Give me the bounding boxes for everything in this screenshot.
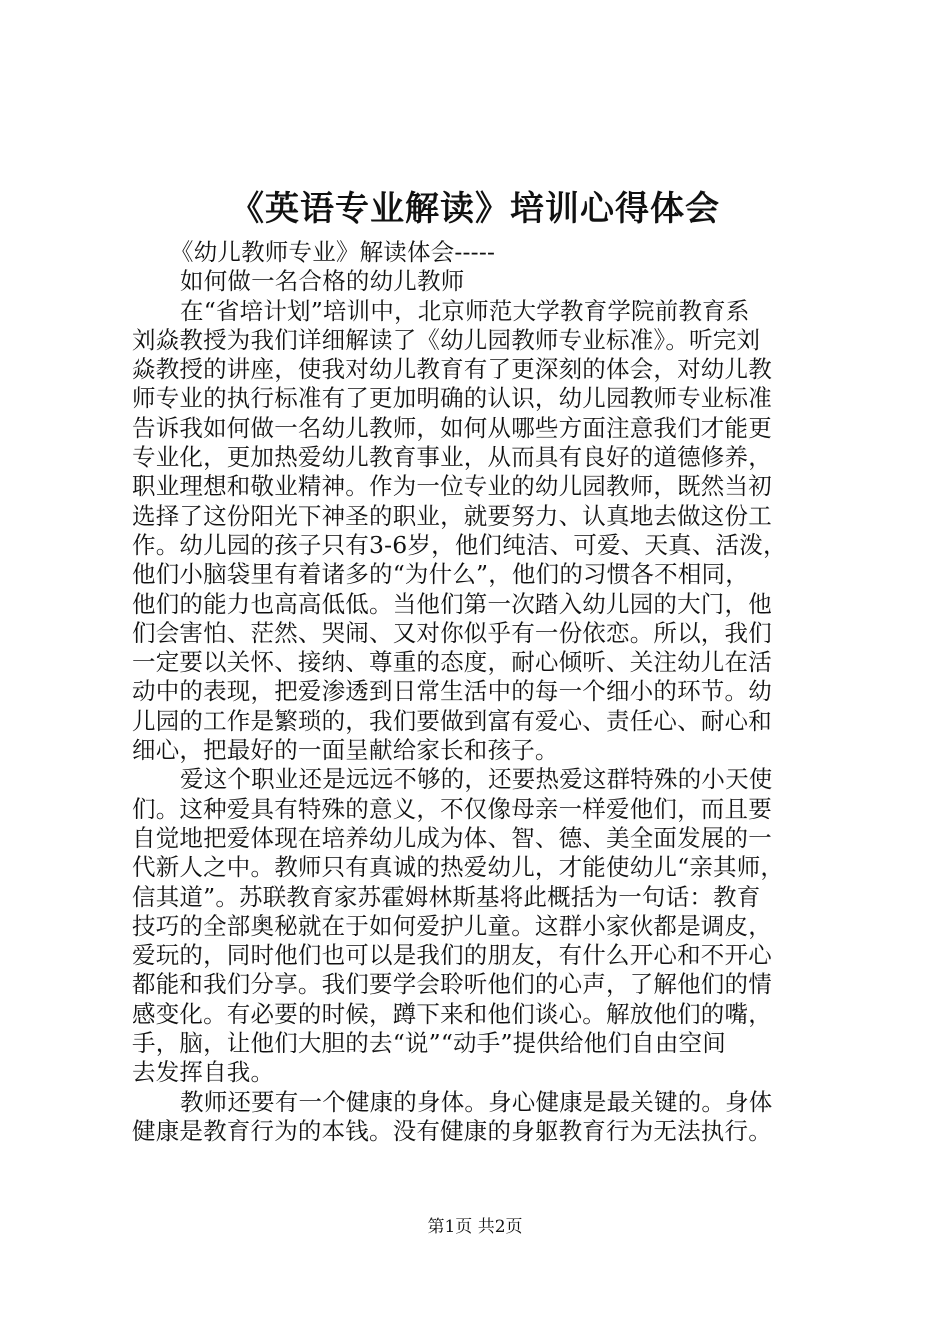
paragraph-3-line: 健康是教育行为的本钱。没有健康的身躯教育行为无法执行。 — [132, 1116, 772, 1145]
paragraph-2-line: 信其道”。苏联教育家苏霍姆林斯基将此概括为一句话：教育 — [132, 882, 761, 911]
paragraph-2-line: 爱玩的，同时他们也可以是我们的朋友，有什么开心和不开心 — [132, 941, 772, 970]
paragraph-1-line: 一定要以关怀、接纳、尊重的态度，耐心倾听、关注幼儿在活 — [132, 648, 772, 677]
paragraph-1-line: 在“省培计划”培训中，北京师范大学教育学院前教育系 — [180, 296, 750, 325]
paragraph-1-line: 他们的能力也高高低低。当他们第一次踏入幼儿园的大门，他 — [132, 589, 772, 618]
paragraph-2-line: 爱这个职业还是远远不够的，还要热爱这群特殊的小天使 — [180, 765, 773, 794]
paragraph-1-line: 动中的表现，把爱渗透到日常生活中的每一个细小的环节。幼 — [132, 677, 772, 706]
paragraph-1-line: 他们小脑袋里有着诸多的“为什么”，他们的习惯各不相同， — [132, 560, 749, 589]
paragraph-2-line: 去发挥自我。 — [132, 1058, 275, 1087]
paragraph-2-line: 感变化。有必要的时候，蹲下来和他们谈心。解放他们的嘴， — [132, 999, 772, 1028]
paragraph-2-line: 们。这种爱具有特殊的意义，不仅像母亲一样爱他们，而且要 — [132, 794, 772, 823]
document-title: 《英语专业解读》培训心得体会 — [230, 189, 720, 229]
paragraph-2-line: 手，脑，让他们大胆的去“说”“动手”提供给他们自由空间 — [132, 1029, 726, 1058]
paragraph-3-line: 教师还要有一个健康的身体。身心健康是最关键的。身体 — [180, 1087, 773, 1116]
paragraph-1-line: 职业理想和敬业精神。作为一位专业的幼儿园教师，既然当初 — [132, 472, 772, 501]
paragraph-1-line: 作。幼儿园的孩子只有3-6岁，他们纯洁、可爱、天真、活泼， — [132, 530, 787, 559]
paragraph-1-line: 选择了这份阳光下神圣的职业，就要努力、认真地去做这份工 — [132, 501, 772, 530]
paragraph-1-line: 专业化，更加热爱幼儿教育事业，从而具有良好的道德修养， — [132, 443, 772, 472]
paragraph-2-line: 代新人之中。教师只有真诚的热爱幼儿，才能使幼儿“亲其师， — [132, 853, 785, 882]
paragraph-1-line: 儿园的工作是繁琐的，我们要做到富有爱心、责任心、耐心和 — [132, 706, 772, 735]
subtitle-line-1: 《幼儿教师专业》解读体会----- — [170, 238, 496, 266]
paragraph-2-line: 自觉地把爱体现在培养幼儿成为体、智、德、美全面发展的一 — [132, 823, 772, 852]
paragraph-2-line: 技巧的全部奥秘就在于如何爱护儿童。这群小家伙都是调皮， — [132, 911, 772, 940]
paragraph-1-line: 师专业的执行标准有了更加明确的认识，幼儿园教师专业标准 — [132, 384, 772, 413]
subtitle-line-2: 如何做一名合格的幼儿教师 — [180, 267, 465, 296]
paragraph-1-line: 们会害怕、茫然、哭闹、又对你似乎有一份依恋。所以，我们 — [132, 618, 772, 647]
paragraph-1-line: 焱教授的讲座，使我对幼儿教育有了更深刻的体会，对幼儿教 — [132, 355, 772, 384]
paragraph-2-line: 都能和我们分享。我们要学会聆听他们的心声，了解他们的情 — [132, 970, 772, 999]
page-footer: 第1页 共2页 — [427, 1217, 523, 1237]
paragraph-1-line: 刘焱教授为我们详细解读了《幼儿园教师专业标准》。听完刘 — [132, 325, 761, 354]
paragraph-1-line: 告诉我如何做一名幼儿教师，如何从哪些方面注意我们才能更 — [132, 413, 772, 442]
paragraph-1-line: 细心，把最好的一面呈献给家长和孩子。 — [132, 736, 559, 765]
document-body — [132, 238, 832, 1146]
